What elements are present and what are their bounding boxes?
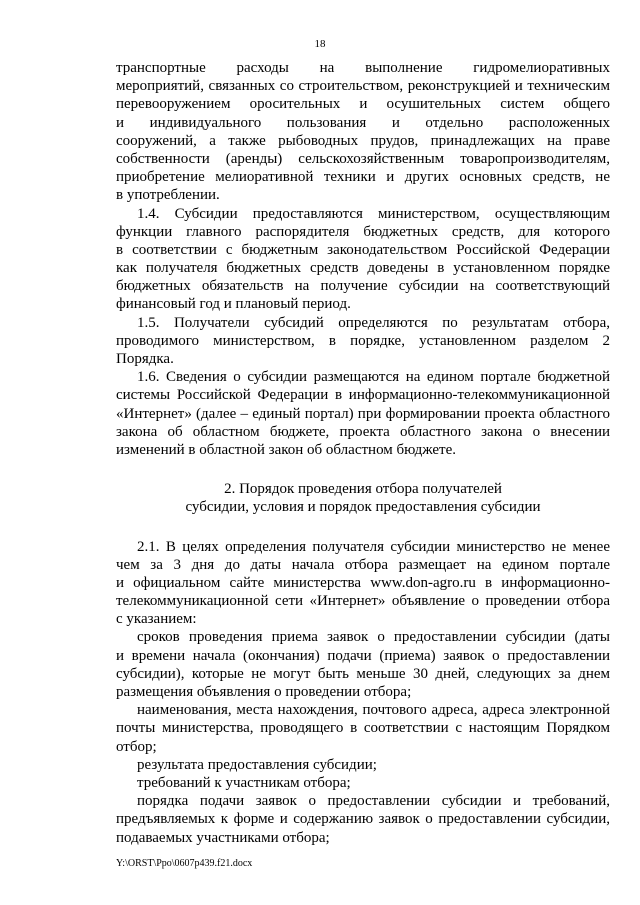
text-line: порядка подачи заявок о предоставлении субсидии и требований, bbox=[137, 793, 610, 810]
text-line: и официальном сайте министерства www.don-agro.ru в информационно- bbox=[116, 574, 610, 591]
text-line: проводимого министерством, в порядке, установленном разделом 2 bbox=[116, 332, 610, 349]
paragraph bbox=[116, 538, 610, 629]
text-line: сроков проведения приема заявок о предоставлении субсидии (даты bbox=[137, 629, 610, 646]
text-line: отбор; bbox=[116, 738, 157, 755]
paragraph bbox=[116, 205, 610, 314]
text-line: 2.1. В целях определения получателя субсидии министерство не менее bbox=[137, 538, 610, 555]
text-line: бюджетных обязательств на получение субсидии на соответствующий bbox=[116, 278, 610, 295]
text-line: собственности (аренды) сельскохозяйственным товаропроизводителям, bbox=[116, 150, 610, 167]
text-line: требований к участникам отбора; bbox=[137, 774, 351, 791]
text-line: изменений в областной закон об областном бюджете. bbox=[116, 441, 457, 458]
text-line: подаваемых участниками отбора; bbox=[116, 829, 330, 846]
text-line: и времени начала (окончания) подачи (приема) заявок о предоставлении bbox=[116, 647, 610, 664]
document-body bbox=[116, 59, 610, 847]
text-line: наименования, места нахождения, почтового адреса, адреса электронной bbox=[137, 702, 610, 719]
text-line: 1.6. Сведения о субсидии размещаются на едином портале бюджетной bbox=[137, 369, 610, 386]
section-2-heading bbox=[116, 480, 610, 516]
section-heading-line: субсидии, условия и порядок предоставления субсидии bbox=[185, 499, 541, 516]
text-line: приобретение мелиоративной техники и других основных средств, не bbox=[116, 169, 610, 186]
text-line: мероприятий, связанных со строительством, реконструкцией и техническим bbox=[116, 78, 610, 95]
text-line: перевооружением оросительных и осушительных систем общего bbox=[116, 96, 610, 113]
text-line: предъявляемых к форме и содержанию заявок о предоставлении субсидии, bbox=[116, 811, 610, 828]
text-line: закона об областном бюджете, проекта областного закона о внесении bbox=[116, 423, 610, 440]
paragraph bbox=[116, 628, 610, 701]
text-line: 1.4. Субсидии предоставляются министерством, осуществляющим bbox=[137, 205, 610, 222]
text-line: «Интернет» (далее – единый портал) при формировании проекта областного bbox=[116, 405, 610, 422]
text-line: системы Российской Федерации в информационно-телекоммуникационной bbox=[116, 387, 610, 404]
paragraph bbox=[116, 59, 610, 205]
text-line: как получателя бюджетных средств доведены в установленном порядке bbox=[116, 260, 610, 277]
text-line: субсидии), которые не могут быть меньше 30 дней, следующих за днем bbox=[116, 665, 610, 682]
section-1-continuation bbox=[116, 59, 610, 459]
text-line: транспортные расходы на выполнение гидромелиоративных bbox=[116, 60, 610, 76]
text-line: финансовый год и плановый период. bbox=[116, 296, 351, 313]
text-line: и индивидуального пользования и отдельно расположенных bbox=[116, 114, 610, 131]
text-line: 1.5. Получатели субсидий определяются по результатам отбора, bbox=[137, 314, 610, 331]
text-line: сооружений, а также рыбоводных прудов, принадлежащих на праве bbox=[116, 132, 610, 149]
text-line: размещения объявления о проведении отбора; bbox=[116, 684, 412, 700]
text-line: функции главного распорядителя бюджетных средств, для которого bbox=[116, 223, 610, 240]
text-line: телекоммуникационной сети «Интернет» объявление о проведении отбора bbox=[116, 593, 610, 610]
text-line: Порядка. bbox=[116, 351, 174, 367]
paragraph bbox=[116, 756, 610, 774]
text-line: чем за 3 дня до даты начала отбора размещает на едином портале bbox=[116, 556, 610, 573]
footer-file-path: Y:\ORST\Ppo\0607p439.f21.docx bbox=[116, 858, 253, 869]
paragraph bbox=[116, 368, 610, 459]
page-number: 18 bbox=[314, 38, 326, 50]
text-line: почты министерства, проводящего в соответствии с настоящим Порядком bbox=[116, 720, 610, 737]
paragraph bbox=[116, 701, 610, 756]
text-line: в соответствии с бюджетным законодательством Российской Федерации bbox=[116, 241, 610, 258]
text-line: с указанием: bbox=[116, 611, 197, 628]
section-heading-line: 2. Порядок проведения отбора получателей bbox=[224, 481, 502, 498]
text-line: результата предоставления субсидии; bbox=[137, 756, 377, 773]
paragraph bbox=[116, 792, 610, 847]
paragraph bbox=[116, 314, 610, 369]
section-2-body bbox=[116, 538, 610, 847]
text-line: в употреблении. bbox=[116, 187, 220, 204]
paragraph bbox=[116, 774, 610, 792]
